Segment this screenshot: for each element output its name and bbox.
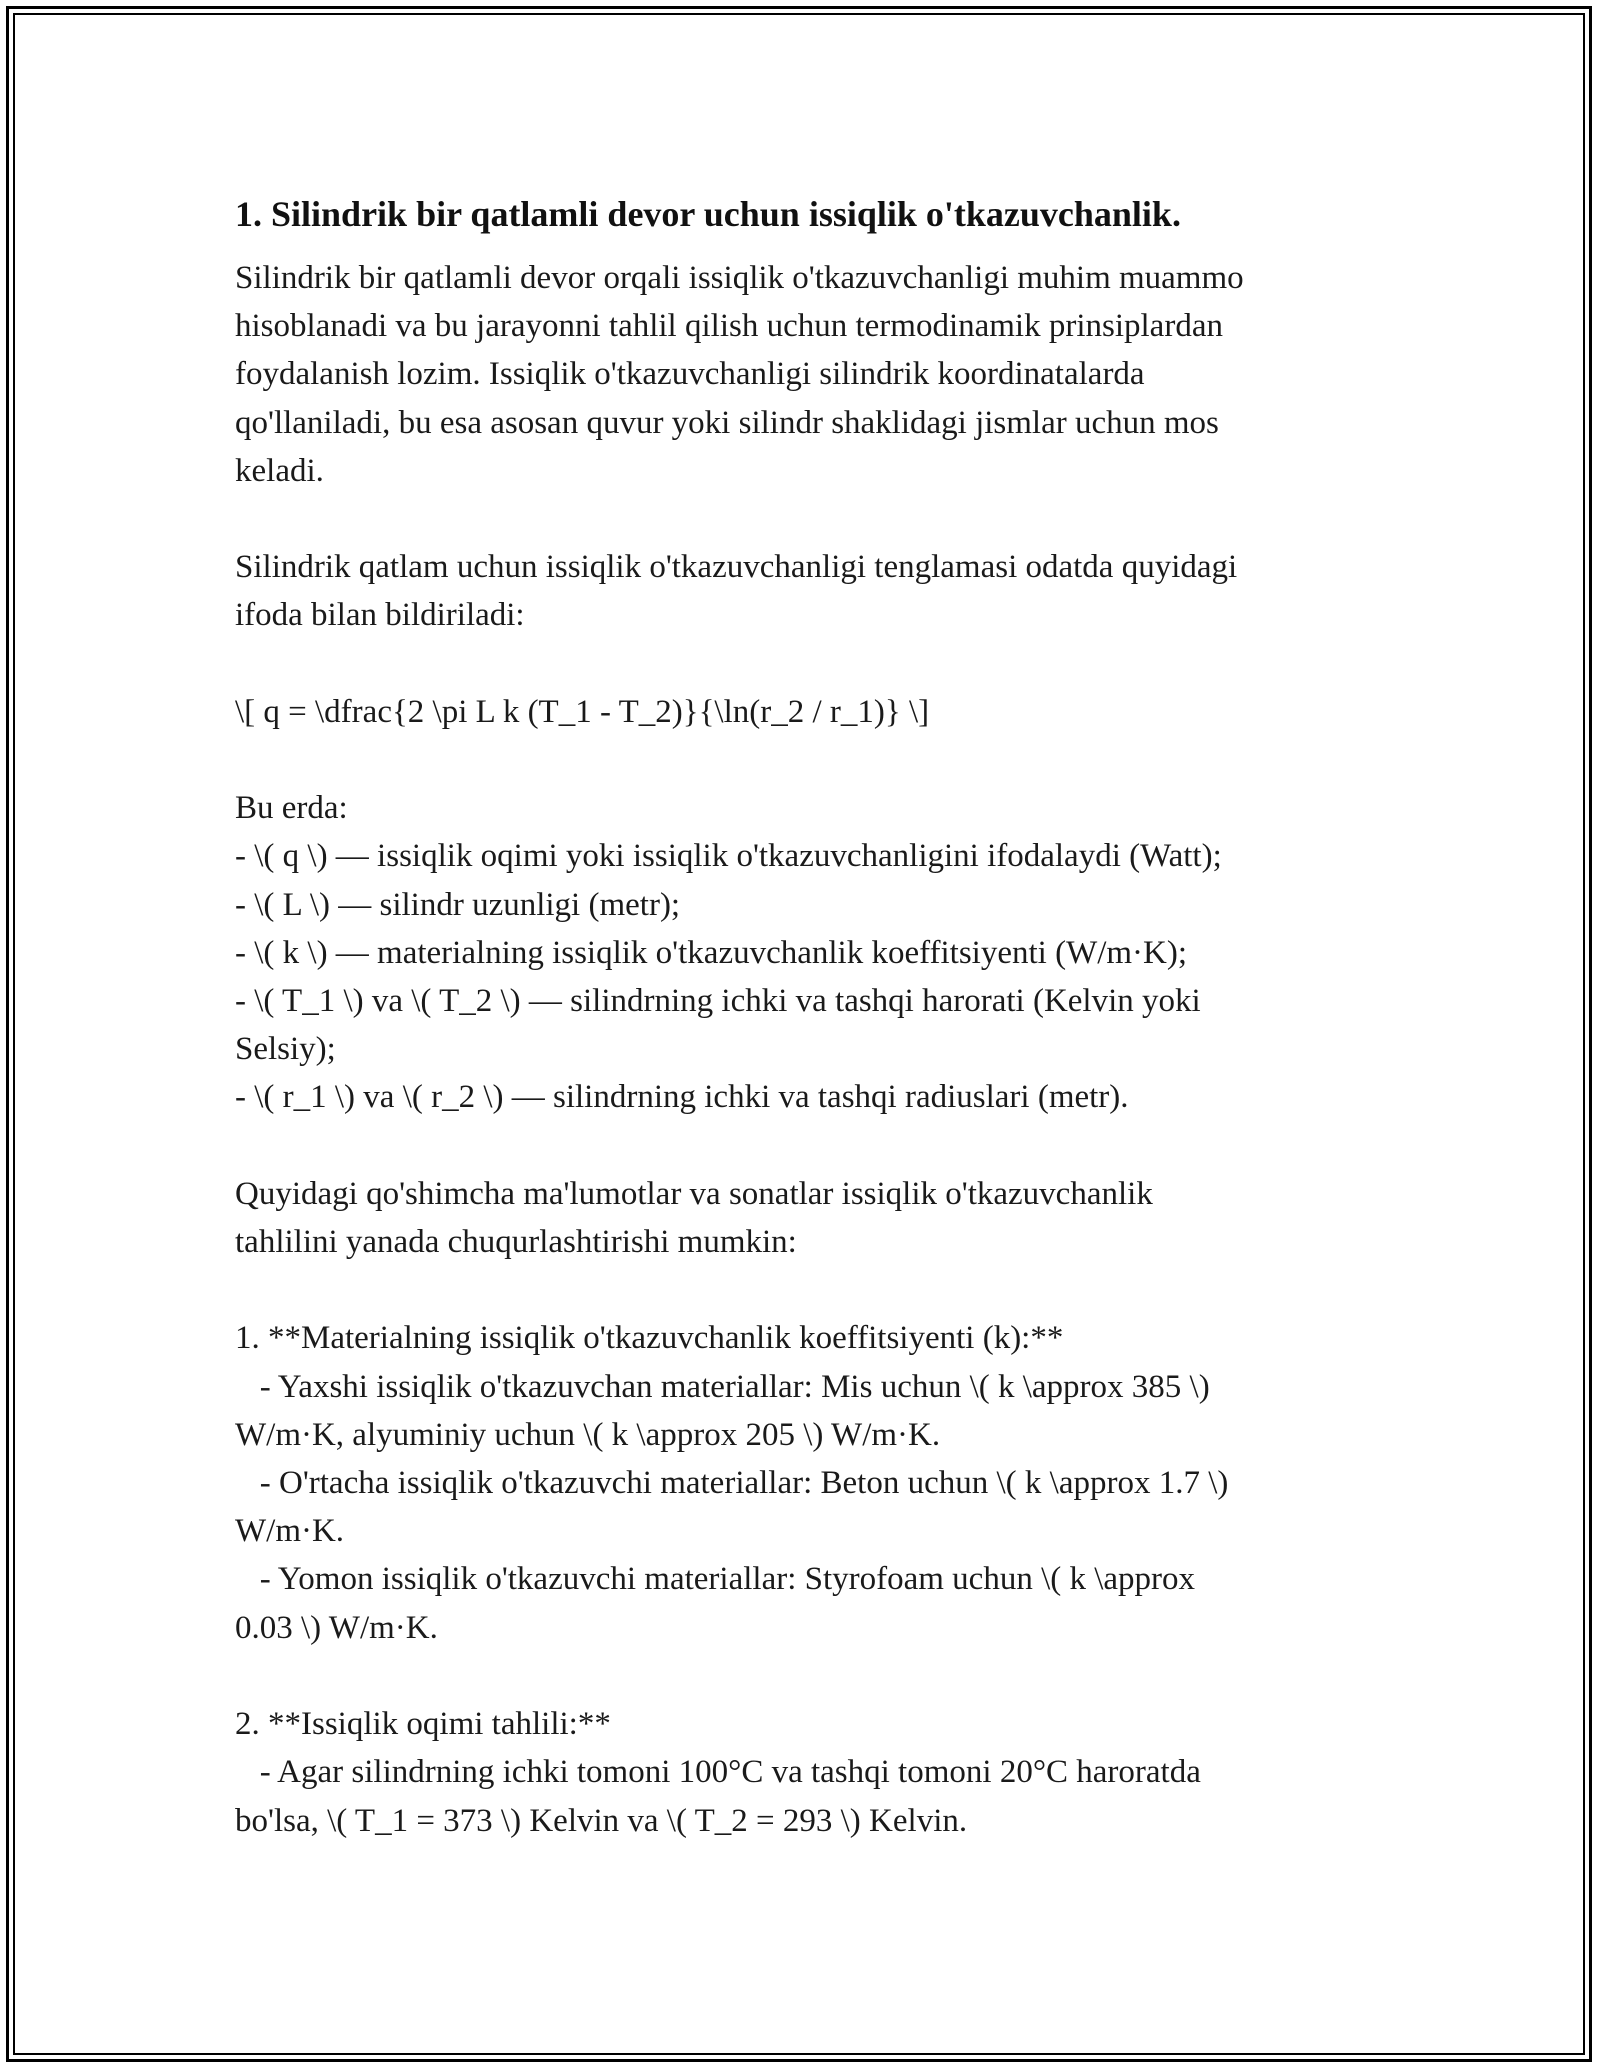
- document-heading: 1. Silindrik bir qatlamli devor uchun issiqlik o'tkazuvchanlik.: [235, 194, 1181, 234]
- document-body: Silindrik bir qatlamli devor orqali issiqlik o'tkazuvchanligi muhim muammo hisoblanadi va bu jarayonni tahlil qilish uchun termodinamik prinsiplardan foydalanish lozim. Issiqlik o'tkazuvchanligi silindrik koordinatalarda qo'llaniladi, bu esa asosan quvur yoki silindr shaklidagi jismlar uchun mos keladi. Silindrik qatlam uchun issiqlik o'tkazuvchanligi tenglamasi odatda quyidagi ifoda bilan bildiriladi: \[ q = \dfrac{2 \pi L k (T_1 - T_2)}{\ln(r_2 / r_1)} \] Bu erda: - \( q \) — issiqlik oqimi yoki issiqlik o'tkazuvchanligini ifodalaydi (Watt); - \( L \) — silindr uzunligi (metr); - \( k \) — materialning issiqlik o'tkazuvchanlik koeffitsiyenti (W/m·K); - \( T_1 \) va \( T_2 \) — silindrning ichki va tashqi harorati (Kelvin yoki Selsiy); - \( r_1 \) va \( r_2 \) — silindrning ichki va tashqi radiuslari (metr). Quyidagi qo'shimcha ma'lumotlar va sonatlar issiqlik o'tkazuvchanlik tahlilini yanada chuqurlashtirishi mumkin: 1. **Materialning issiqlik o'tkazuvchanlik koeffitsiyenti (k):** - Yaxshi issiqlik o'tkazuvchan materiallar: Mis uchun \( k \approx 385 \) W/m·K, alyuminiy uchun \( k \approx 205 \) W/m·K. - O'rtacha issiqlik o'tkazuvchi materiallar: Beton uchun \( k \approx 1.7 \) W/m·K. - Yomon issiqlik o'tkazuvchi materiallar: Styrofoam uchun \( k \approx 0.03 \) W/m·K. 2. **Issiqlik oqimi tahlili:** - Agar silindrning ichki tomoni 100°C va tashqi tomoni 20°C haroratda bo'lsa, \( T_1 = 373 \) Kelvin va \( T_2 = 293 \) Kelvin.: [235, 260, 1244, 1839]
- document-content: [235, 190, 1375, 1845]
